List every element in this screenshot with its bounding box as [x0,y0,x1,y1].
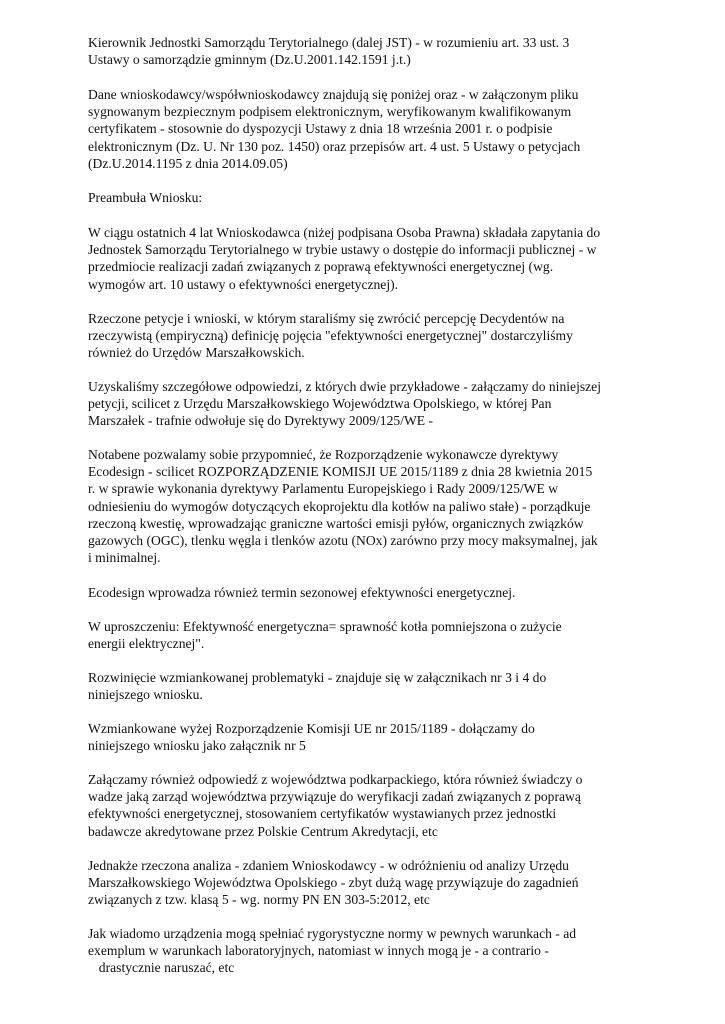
text-line: Rozwinięcie wzmiankowanej problematyki - znajduje się w załącznikach nr 3 i 4 do [88,670,547,685]
text-line: wadze jaką zarząd województwa przywiązuje do weryfikacji zadań związanych z poprawą [88,789,581,805]
text-line: efektywności energetycznej, stosowaniem certyfikatów wystawianych przez jednostki [88,806,557,822]
paragraph-preamble-heading [88,189,648,206]
paragraph-podkarpackie-response [88,771,648,840]
text-line: elektronicznym (Dz. U. Nr 130 poz. 1450) oraz przepisów art. 4 ust. 5 Ustawy o petycjach [88,138,581,154]
paragraph-responses [88,378,648,430]
text-line: i minimalnej. [88,550,161,566]
text-line: Preambuła Wniosku: [88,190,203,205]
text-line: Notabene pozwalamy sobie przypomnieć, że Rozporządzenie wykonawcze dyrektywy [88,447,559,462]
text-line: W uproszczeniu: Efektywność energetyczna= sprawność kotła pomniejszona o zużycie [88,619,562,634]
text-line: Załączamy również odpowiedź z województwa podkarpackiego, która również świadczy o [88,772,583,787]
text-line: exemplum w warunkach laboratoryjnych, natomiast w innych mogą je - a contrario - [88,943,549,959]
text-line: Uzyskaliśmy szczegółowe odpowiedzi, z których dwie przykładowe - załączamy do niniejszej [88,379,601,394]
text-line: Ecodesign wprowadza również termin sezonowej efektywności energetycznej. [88,585,516,600]
text-line: przedmiocie realizacji zadań związanych z poprawą efektywności energetycznej (wg. [88,259,554,275]
text-line: Rzeczone petycje i wnioski, w którym staraliśmy się zwrócić percepcję Decydentów na [88,311,565,326]
text-line: (Dz.U.2014.1195 z dnia 2014.09.05) [88,155,288,171]
text-line: Ecodesign - scilicet ROZPORZĄDZENIE KOMISJI UE 2015/1189 z dnia 28 kwietnia 2015 [88,464,593,480]
paragraph-seasonal-efficiency [88,584,648,601]
text-line: Jak wiadomo urządzenia mogą spełniać rygorystyczne normy w pewnych warunkach - ad [88,926,577,941]
text-line: Jednakże rzeczona analiza - zdaniem Wnioskodawcy - w odróżnieniu od analizy Urzędu [88,858,569,873]
paragraph-addressee [88,34,648,68]
text-line: również do Urzędów Marszałkowskich. [88,345,305,361]
text-line: Wzmiankowane wyżej Rozporządzenie Komisji UE nr 2015/1189 - dołączamy do [88,721,535,736]
text-line: niniejszego wniosku jako załącznik nr 5 [88,738,306,754]
text-line: r. w sprawie wykonania dyrektywy Parlamentu Europejskiego i Rady 2009/125/WE w [88,481,559,497]
text-line: wymogów art. 10 ustawy o efektywności energetycznej). [88,276,399,292]
paragraph-petitions [88,310,648,362]
text-line: sygnowanym bezpiecznym podpisem elektronicznym, weryfikowanym kwalifikowanym [88,104,572,120]
text-line: Dane wnioskodawcy/współwnioskodawcy znajdują się poniżej oraz - w załączonym pliku [88,87,579,102]
text-line: rzeczoną kwestię, wprowadzając graniczne wartości emisji pyłów, organicznych związków [88,515,584,531]
text-line: odniesieniu do wymogów dotyczących ekoprojektu dla kotłów na paliwo stałe) - porządkuje [88,498,591,514]
paragraph-attachments-3-4 [88,669,648,703]
text-line: drastycznie naruszać, etc [92,960,235,976]
text-line: Jednostek Samorządu Terytorialnego w trybie ustawy o dostępie do informacji publicznej - w [88,242,597,258]
text-line: petycji, scilicet z Urzędu Marszałkowskiego Województwa Opolskiego, w której Pan [88,396,552,412]
paragraph-attachment-5 [88,720,648,754]
text-line: gazowych (OGC), tlenku węgla i tlenków azotu (NOx) zarówno przy mocy maksymalnej, jak [88,533,598,549]
paragraph-ecodesign-regulation [88,446,648,566]
paragraph-preamble [88,224,648,293]
text-line: certyfikatem - stosownie do dyspozycji Ustawy z dnia 18 września 2001 r. o podpisie [88,121,553,137]
text-line: Marszałkowskiego Województwa Opolskiego - zbyt dużą wagę przywiązuje do zagadnień [88,875,579,891]
paragraph-applicant-data [88,86,648,172]
text-line: niniejszego wniosku. [88,687,203,703]
paragraph-standards [88,925,648,977]
paragraph-analysis [88,857,648,909]
text-line: badawcze akredytowane przez Polskie Centrum Akredytacji, etc [88,823,438,839]
text-line: Ustawy o samorządzie gminnym (Dz.U.2001.142.1591 j.t.) [88,52,411,68]
text-line: W ciągu ostatnich 4 lat Wnioskodawca (niżej podpisana Osoba Prawna) składała zapytania do [88,225,601,240]
text-line: związanych z tzw. klasą 5 - wg. normy PN EN 303-5:2012, etc [88,892,430,908]
text-line: energii elektrycznej". [88,636,205,652]
text-line: Marszałek - trafnie odwołuje się do Dyrektywy 2009/125/WE - [88,413,434,429]
text-line: Kierownik Jednostki Samorządu Terytorialnego (dalej JST) - w rozumieniu art. 33 ust. 3 [88,35,570,50]
text-line: rzeczywistą (empiryczną) definicję pojęcia "efektywności energetycznej" dostarczyliśmy [88,328,573,344]
paragraph-simplification [88,618,648,652]
